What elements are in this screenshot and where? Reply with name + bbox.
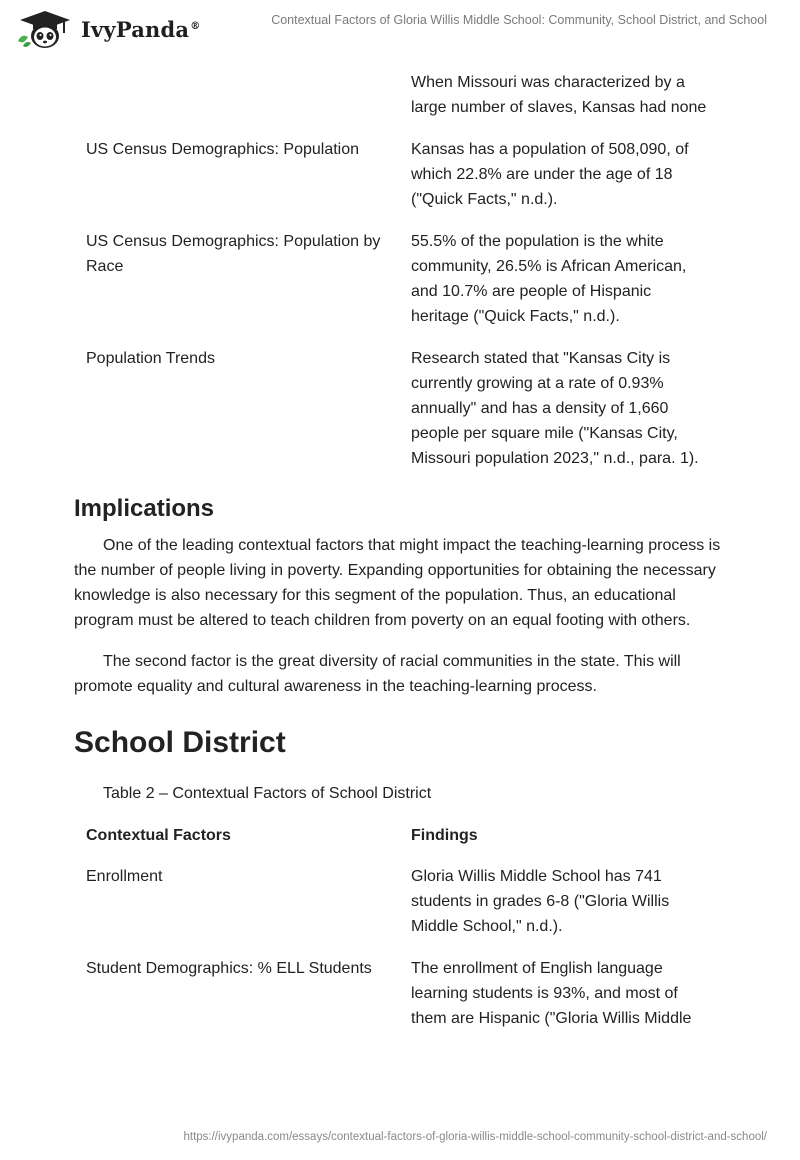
- document-title: Contextual Factors of Gloria Willis Middle School: Community, School District, and School: [271, 13, 767, 27]
- finding-cell: The enrollment of English language learning students is 93%, and most of them are Hispanic ("Gloria Willis Middle: [411, 960, 692, 1027]
- finding-cell: 55.5% of the population is the white community, 26.5% is African American, and 10.7% are people of Hispanic heritage ("Quick Facts," n.d.).: [411, 233, 687, 325]
- panda-graduate-icon: [14, 9, 76, 49]
- table-header-row: [74, 823, 724, 864]
- paragraph: One of the leading contextual factors that might impact the teaching-learning process is the number of people living in poverty. Expanding opportunities for obtaining the necessary knowledge is also necessary for this segment of the population. Thus, an educational program must be altered to teach children from poverty on an equal footing with others.: [74, 537, 721, 629]
- article-content: [74, 70, 724, 1048]
- factor-cell: Enrollment: [86, 868, 163, 885]
- finding-cell: Kansas has a population of 508,090, of which 22.8% are under the age of 18 ("Quick Facts," n.d.).: [411, 141, 689, 208]
- factor-cell: US Census Demographics: Population: [86, 141, 360, 158]
- school-district-heading: School District: [74, 726, 286, 759]
- community-factors-table: [74, 70, 724, 488]
- ivypanda-logo[interactable]: [14, 9, 200, 49]
- source-url[interactable]: https://ivypanda.com/essays/contextual-factors-of-gloria-willis-middle-school-community-school-district-and-school/: [183, 1131, 767, 1143]
- factor-cell: Population Trends: [86, 350, 215, 367]
- finding-cell: When Missouri was characterized by a large number of slaves, Kansas had none: [411, 74, 707, 116]
- factor-cell: [74, 70, 399, 137]
- table-row: [74, 346, 724, 488]
- paragraph: The second factor is the great diversity of racial communities in the state. This will promote equality and cultural awareness in the teaching-learning process.: [74, 653, 681, 695]
- column-header-factors: Contextual Factors: [86, 827, 231, 844]
- school-district-table: [74, 823, 724, 1048]
- table-row: [74, 137, 724, 229]
- table-row: [74, 229, 724, 346]
- table-caption: Table 2 – Contextual Factors of School District: [103, 785, 432, 802]
- implications-heading: Implications: [74, 495, 215, 522]
- column-header-findings: Findings: [411, 827, 478, 844]
- factor-cell: Student Demographics: % ELL Students: [86, 960, 372, 977]
- factor-cell: US Census Demographics: Population by Race: [86, 233, 381, 275]
- table-row: [74, 864, 724, 956]
- table-row: [74, 70, 724, 137]
- finding-cell: Research stated that "Kansas City is currently growing at a rate of 0.93% annually" and has a density of 1,660 people per square mile ("Kansas City, Missouri population 2023," n.d., para. 1).: [411, 350, 699, 467]
- page-header: [0, 0, 800, 60]
- brand-name: IvyPanda®: [81, 16, 201, 42]
- table-row: [74, 956, 724, 1048]
- finding-cell: Gloria Willis Middle School has 741 students in grades 6-8 ("Gloria Willis Middle School," n.d.).: [411, 868, 670, 935]
